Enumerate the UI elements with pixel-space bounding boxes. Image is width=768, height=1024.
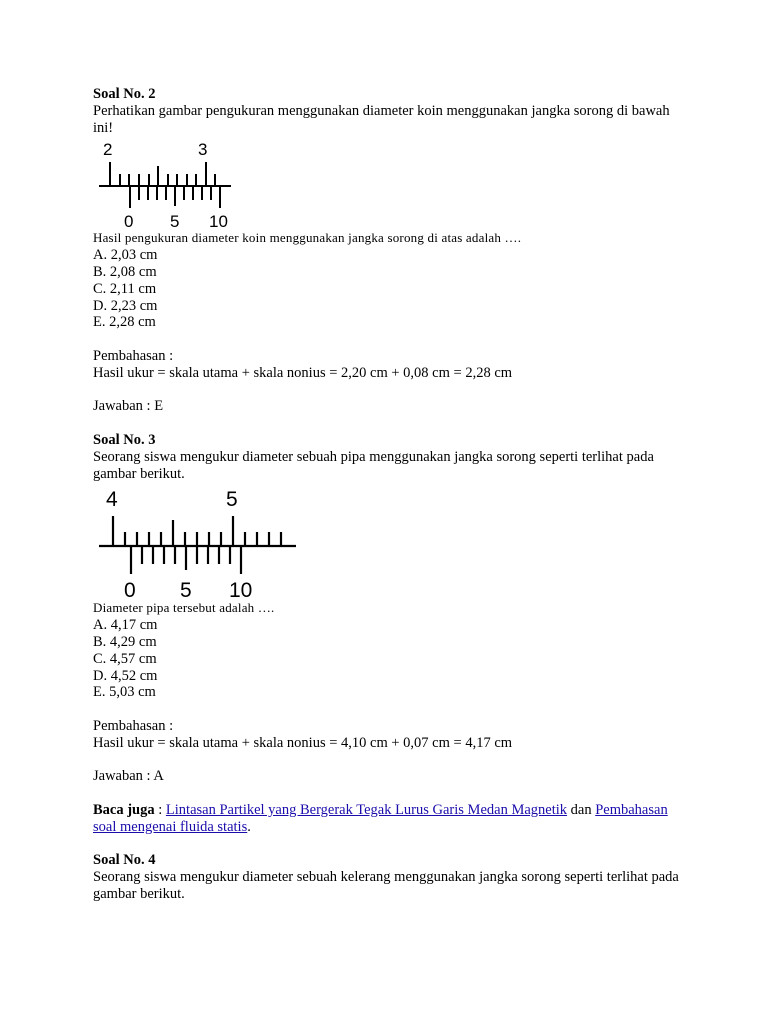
q3-option-d: D. 4,52 cm (93, 667, 158, 684)
q2-main-label-3: 3 (198, 140, 208, 160)
q3-vernier-figure (93, 484, 303, 600)
q2-answer: Jawaban : E (93, 398, 164, 415)
see-also-paragraph (93, 802, 683, 836)
q2-question: Hasil pengukuran diameter koin menggunakan jangka sorong di atas adalah …. (93, 230, 522, 246)
q3-main-scale (99, 516, 296, 546)
see-also-end: . (247, 818, 251, 835)
q2-option-a: A. 2,03 cm (93, 247, 158, 264)
q2-main-scale (99, 162, 231, 186)
q2-option-c: C. 2,11 cm (93, 280, 157, 297)
q2-discussion-label: Pembahasan : (93, 347, 174, 364)
q3-option-c: C. 4,57 cm (93, 650, 157, 667)
document-page (93, 86, 683, 903)
q3-vernier-scale (131, 546, 241, 574)
q4-title: Soal No. 4 (93, 852, 156, 869)
q2-main-label-2: 2 (103, 140, 113, 160)
q2-text: Perhatikan gambar pengukuran menggunakan diameter koin menggunakan jangka sorong di bawah ini! (93, 102, 670, 136)
q3-vernier-label-5: 5 (180, 579, 192, 601)
q4-text: Seorang siswa mengukur diameter sebuah kelerang menggunakan jangka sorong seperti terlihat pada gambar berikut. (93, 869, 679, 902)
q2-vernier-label-0: 0 (124, 212, 134, 231)
q3-main-label-4: 4 (106, 488, 118, 512)
q2-option-e: E. 2,28 cm (93, 314, 156, 331)
q2-option-b: B. 2,08 cm (93, 263, 157, 280)
q3-vernier-label-0: 0 (124, 579, 136, 601)
see-also-label: Baca juga (93, 801, 155, 818)
q3-answer: Jawaban : A (93, 768, 164, 785)
see-also-link-static-fluid[interactable]: Pembahasan soal mengenai fluida statis (93, 801, 668, 835)
q3-discussion-label: Pembahasan : (93, 717, 174, 734)
q2-vernier-label-10: 10 (209, 212, 228, 231)
q2-option-d: D. 2,23 cm (93, 297, 158, 314)
see-also-mid: dan (567, 801, 596, 818)
q3-discussion: Hasil ukur = skala utama + skala nonius = 4,10 cm + 0,07 cm = 4,17 cm (93, 734, 513, 751)
q2-vernier-scale (130, 186, 220, 208)
q2-discussion: Hasil ukur = skala utama + skala nonius = 2,20 cm + 0,08 cm = 2,28 cm (93, 364, 513, 381)
q2-vernier-figure (93, 138, 243, 230)
see-also-sep: : (154, 801, 166, 818)
see-also-link-magnetic-field[interactable]: Lintasan Partikel yang Bergerak Tegak Lurus Garis Medan Magnetik (165, 801, 568, 818)
q3-option-e: E. 5,03 cm (93, 684, 156, 701)
q3-main-label-5: 5 (226, 488, 238, 512)
q3-option-b: B. 4,29 cm (93, 633, 157, 650)
q3-option-a: A. 4,17 cm (93, 617, 158, 634)
q2-vernier-label-5: 5 (170, 212, 180, 231)
q3-vernier-label-10: 10 (229, 579, 253, 601)
q3-title: Soal No. 3 (93, 431, 156, 448)
q3-text: Seorang siswa mengukur diameter sebuah pipa menggunakan jangka sorong seperti terlihat pada gambar berikut. (93, 448, 654, 482)
q2-title: Soal No. 2 (93, 86, 156, 102)
q3-question: Diameter pipa tersebut adalah …. (93, 600, 275, 616)
